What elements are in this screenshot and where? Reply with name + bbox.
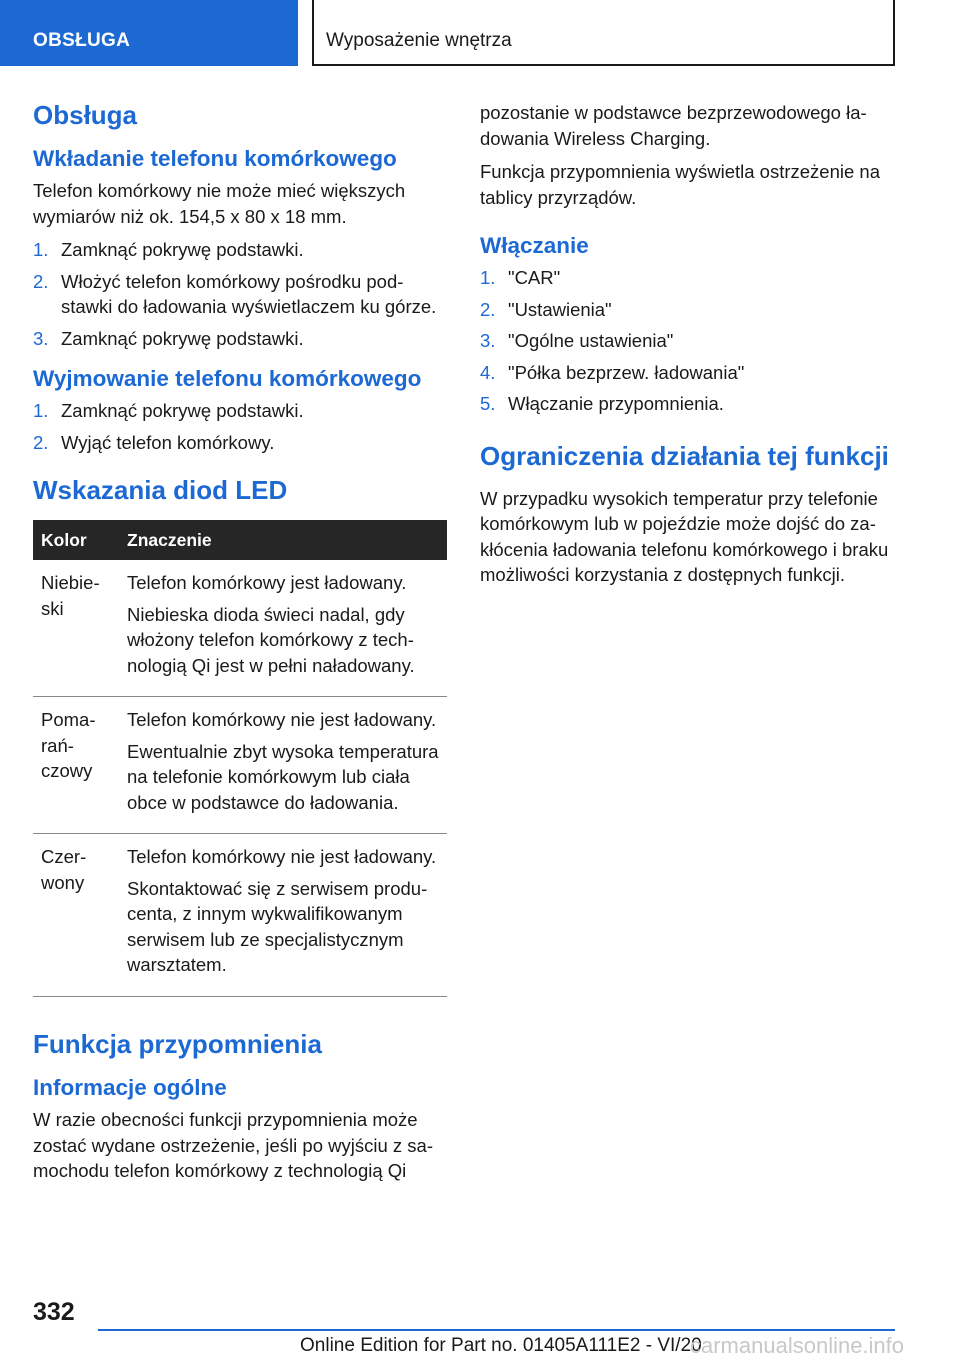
meaning-line: Telefon komórkowy nie jest ładowany.	[127, 709, 437, 731]
column-header-meaning: Znaczenie	[119, 520, 447, 560]
chapter-tab: OBSŁUGA	[0, 0, 298, 66]
cell-meaning	[119, 697, 447, 834]
step-text: Zamknąć pokrywę podstawki.	[61, 327, 304, 349]
step-text: Zamknąć pokrywę podstawki.	[61, 239, 304, 261]
column-header-color: Kolor	[33, 520, 119, 560]
step-text: "Ogólne ustawienia"	[508, 330, 674, 351]
table-row	[33, 560, 447, 697]
list-item	[480, 391, 895, 417]
meaning-line: Niebieska dioda świeci nadal, gdy włożony telefon komórkowy z technologią Qi jest w pełni naładowany.	[127, 603, 415, 676]
limits-text: W przypadku wysokich temperatur przy telefonie komórkowym lub w pojeździe może dojść do zakłócenia ładowania telefonu komórkowego i braku możliwości korzystania z dostępnych funkcji.	[480, 487, 889, 586]
heading-limits: Ograniczenia działania tej funkcji	[480, 440, 889, 471]
step-number: 3.	[33, 327, 49, 349]
watermark: carmanualsonline.info	[690, 1333, 905, 1358]
step-number: 3.	[480, 330, 496, 351]
step-number: 4.	[480, 361, 496, 383]
step-text: "CAR"	[508, 267, 561, 288]
step-text: Wyjąć telefon komórkowy.	[61, 431, 275, 453]
insert-text: Telefon komórkowy nie może mieć większych wymiarów niż ok. 154,5 x 80 x 18 mm.	[33, 180, 406, 227]
cell-color: Czerwony	[33, 834, 119, 997]
cell-meaning	[119, 834, 447, 997]
table-row	[33, 834, 447, 997]
list-item	[480, 360, 895, 386]
list-item	[33, 430, 447, 456]
step-text: Włączanie przypomnienia.	[508, 393, 724, 414]
step-number: 1.	[33, 400, 49, 422]
continued-text: pozostanie w podstawce bezprzewodowego ładowania Wireless Charging.	[480, 102, 867, 149]
list-item	[33, 326, 447, 352]
remove-steps-list	[33, 398, 447, 455]
heading-insert-phone: Wkładanie telefonu komórkowego	[33, 146, 397, 172]
page-number: 332	[33, 1298, 75, 1326]
edition-text: Online Edition for Part no. 01405A111E2 - VI/20	[300, 1335, 702, 1356]
enable-steps-list	[480, 265, 895, 417]
list-item	[33, 237, 447, 263]
insert-steps-list	[33, 237, 447, 351]
table-header-row	[33, 520, 447, 560]
footer-divider	[98, 1329, 895, 1331]
heading-obsluga: Obsługa	[33, 100, 138, 130]
section-title: Wyposażenie wnętrza	[326, 30, 512, 51]
step-number: 1.	[480, 267, 496, 288]
list-item	[480, 328, 895, 354]
right-column	[480, 100, 895, 596]
step-number: 1.	[33, 239, 49, 261]
heading-reminder: Funkcja przypomnienia	[33, 1028, 322, 1059]
heading-led: Wskazania diod LED	[33, 475, 288, 506]
heading-general-info: Informacje ogólne	[33, 1075, 227, 1101]
left-column	[33, 100, 447, 1192]
step-text: Włożyć telefon komórkowy pośrodku podstawki do ładowania wyświetlaczem ku górze.	[61, 270, 437, 318]
heading-remove-phone: Wyjmowanie telefonu komórkowego	[33, 366, 422, 392]
meaning-line: Ewentualnie zbyt wysoka temperatura na telefonie komórkowym lub ciała obce w podstawce do ładowania.	[127, 740, 439, 813]
cell-color: Niebieski	[33, 560, 119, 697]
general-text: W razie obecności funkcji przypomnienia może zostać wydane ostrzeżenie, jeśli po wyjściu z samochodu telefon komórkowy z technologią Qi	[33, 1109, 433, 1182]
led-table	[33, 520, 447, 997]
heading-enable: Włączanie	[480, 233, 589, 258]
step-number: 2.	[480, 298, 496, 320]
step-text: Zamknąć pokrywę podstawki.	[61, 400, 304, 422]
meaning-line: Telefon komórkowy nie jest ładowany.	[127, 846, 437, 868]
list-item	[480, 297, 895, 323]
step-number: 5.	[480, 393, 496, 414]
list-item	[33, 269, 447, 320]
step-number: 2.	[33, 431, 49, 453]
step-text: "Półka bezprzew. ładowania"	[508, 361, 745, 383]
step-text: "Ustawienia"	[508, 298, 612, 320]
warning-text: Funkcja przypomnienia wyświetla ostrzeżenie na tablicy przyrządów.	[480, 161, 880, 208]
cell-color: Pomarańczowy	[33, 697, 119, 834]
step-number: 2.	[33, 270, 49, 292]
table-row	[33, 697, 447, 834]
cell-meaning	[119, 560, 447, 697]
meaning-line: Skontaktować się z serwisem producenta, z innym wykwalifikowanym serwisem lub ze specjalistycznym warsztatem.	[127, 877, 428, 976]
list-item	[480, 265, 895, 291]
meaning-line: Telefon komórkowy jest ładowany.	[127, 572, 407, 594]
list-item	[33, 398, 447, 424]
page-header	[0, 0, 960, 66]
